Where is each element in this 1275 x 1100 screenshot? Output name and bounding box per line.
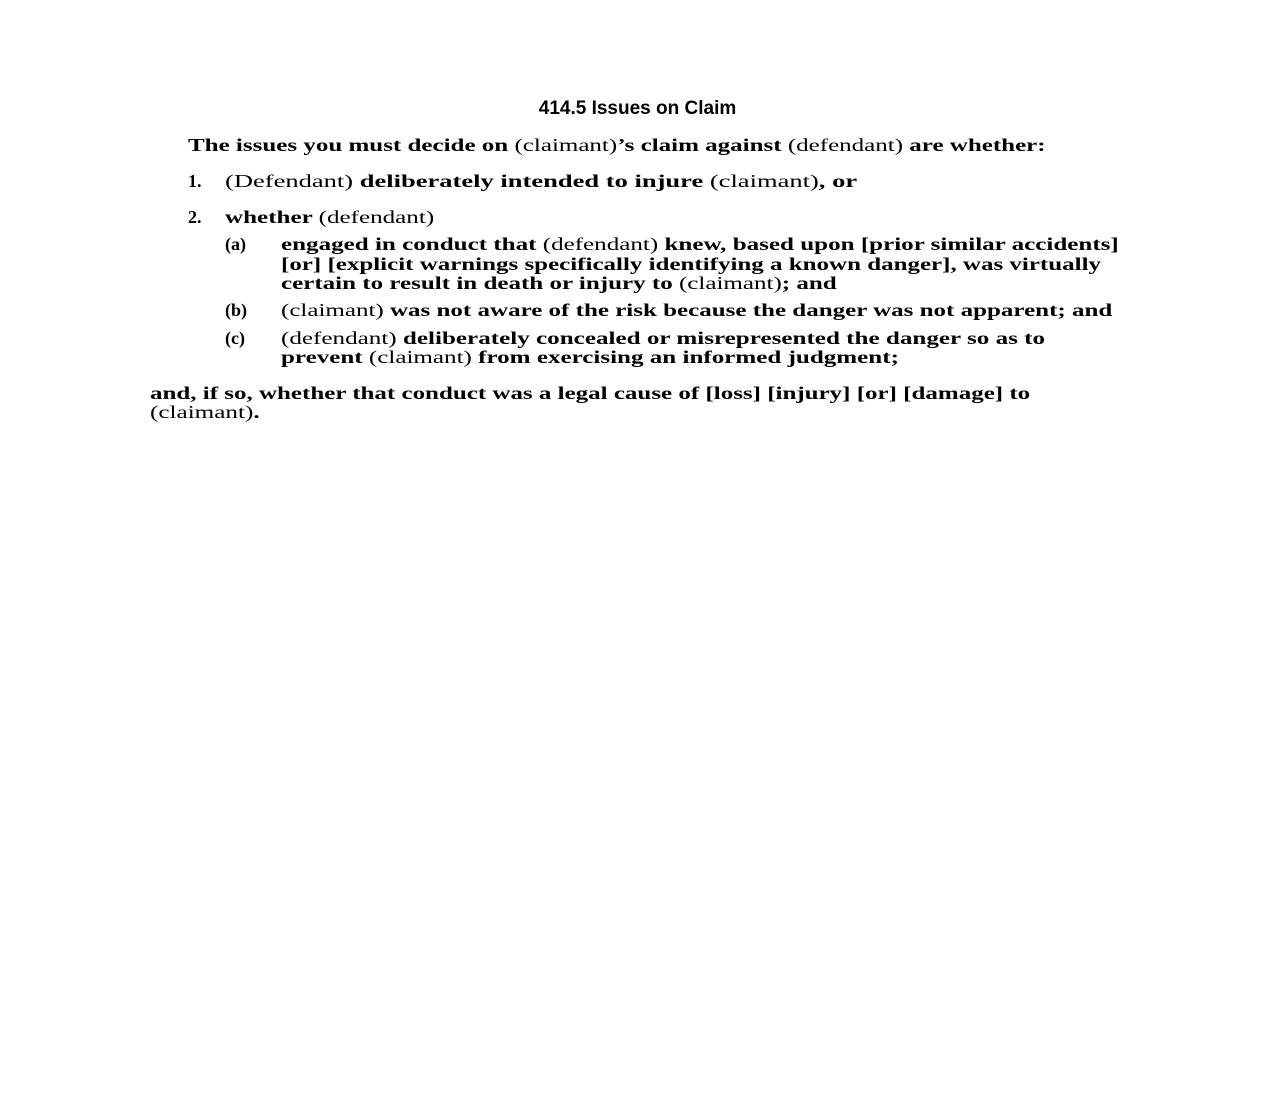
placeholder-text-segment: (defendant) — [542, 234, 659, 254]
bold-text-segment: . — [253, 402, 260, 422]
item-number-2: 2. — [188, 207, 202, 227]
bold-text-segment: ; and — [781, 273, 837, 293]
subitem-c-line-2 — [281, 347, 899, 367]
closing-line-2 — [150, 402, 260, 422]
bold-text-segment: engaged in conduct that — [281, 234, 543, 254]
placeholder-text-segment: (claimant) — [514, 135, 618, 155]
item-1-text — [225, 171, 857, 191]
subitem-a-line-2 — [281, 254, 1101, 274]
bold-text-segment: are whether: — [903, 135, 1046, 155]
bold-text-segment: knew, based upon [prior similar accidents] — [658, 234, 1119, 254]
bold-text-segment: from exercising an informed judgment; — [471, 347, 899, 367]
bold-text-segment: certain to result in death or injury to — [281, 273, 679, 293]
bold-text-segment: deliberately concealed or misrepresented the danger so as to — [396, 328, 1046, 348]
item-number-1: 1. — [188, 171, 202, 191]
placeholder-text-segment: (defendant) — [787, 135, 904, 155]
subitem-a-line-1 — [281, 234, 1119, 254]
bold-text-segment: prevent — [281, 347, 369, 367]
placeholder-text-segment: (defendant) — [318, 207, 435, 227]
bold-text-segment: ’s claim against — [617, 135, 788, 155]
bold-text-segment: [or] [explicit warnings specifically identifying a known danger], was virtually — [281, 254, 1101, 274]
subitem-b-text — [281, 300, 1112, 320]
subitem-a-line-3 — [281, 273, 837, 293]
bold-text-segment: deliberately intended to injure — [359, 171, 710, 191]
placeholder-text-segment: (Defendant) — [225, 171, 360, 191]
placeholder-text-segment: (claimant) — [709, 171, 819, 191]
placeholder-text-segment: (claimant) — [368, 347, 472, 367]
bold-text-segment: was not aware of the risk because the danger was not apparent; and — [383, 300, 1113, 320]
subitem-label-b: (b) — [225, 300, 247, 320]
bold-text-segment: and, if so, whether that conduct was a legal cause of [loss] [injury] [or] [damage] to — [150, 383, 1031, 403]
placeholder-text-segment: (claimant) — [281, 300, 384, 320]
bold-text-segment: The issues you must decide on — [188, 135, 515, 155]
placeholder-text-segment: (claimant) — [678, 273, 782, 293]
bold-text-segment: , or — [818, 171, 858, 191]
item-2-text — [225, 207, 434, 227]
document-title: 414.5 Issues on Claim — [538, 98, 737, 119]
subitem-label-c: (c) — [225, 328, 245, 348]
bold-text-segment: whether — [225, 207, 319, 227]
placeholder-text-segment: (defendant) — [281, 328, 397, 348]
subitem-label-a: (a) — [225, 234, 246, 254]
closing-line-1 — [150, 383, 1030, 403]
placeholder-text-segment: (claimant) — [150, 402, 254, 422]
intro-paragraph — [188, 135, 1046, 155]
subitem-c-line-1 — [281, 328, 1045, 348]
